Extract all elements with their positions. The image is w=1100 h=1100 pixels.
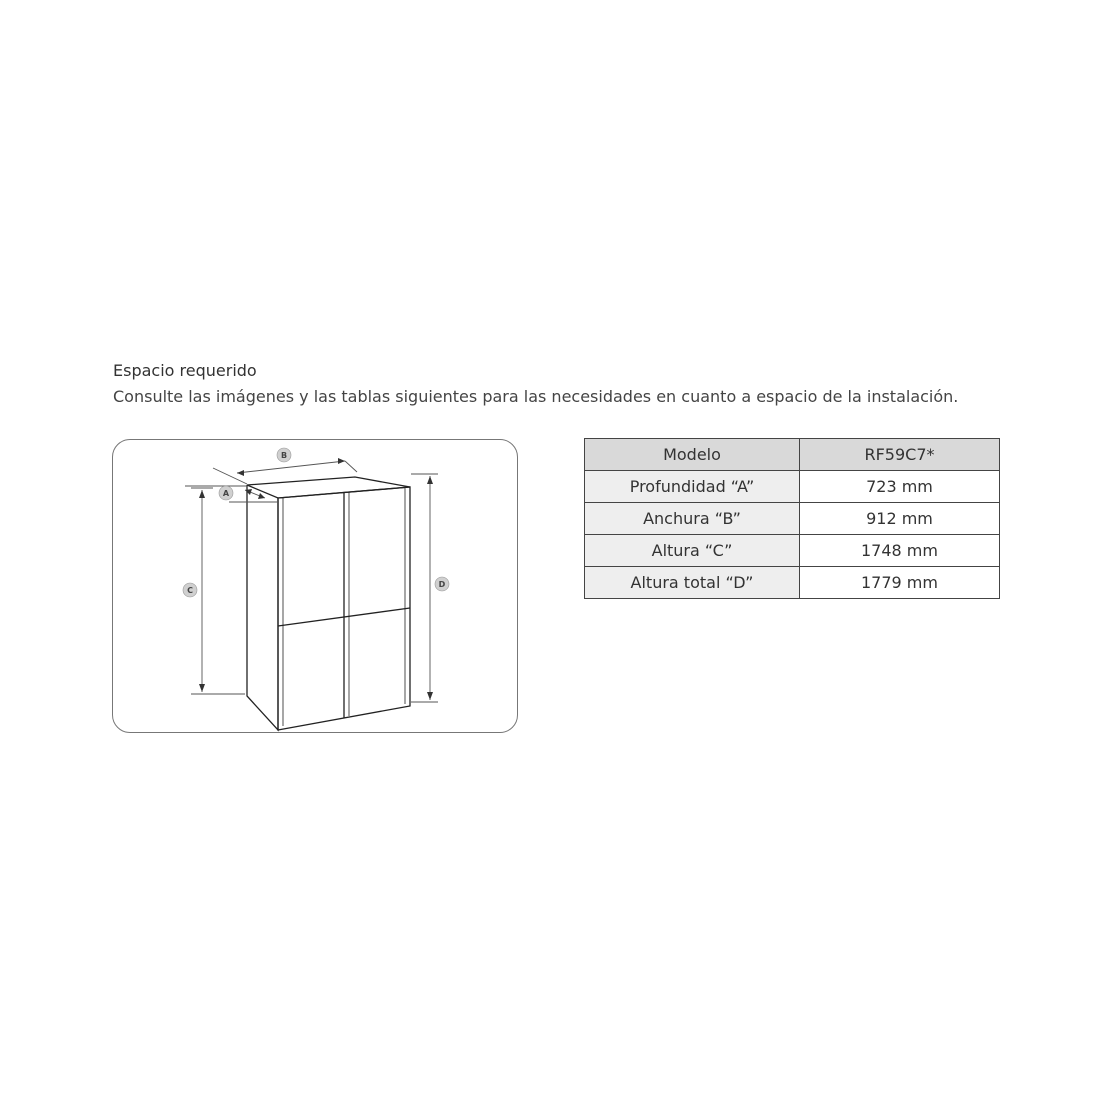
header-value-cell: RF59C7*	[800, 439, 1000, 471]
row-label-cell: Altura total “D”	[585, 567, 800, 599]
table-row	[585, 567, 1000, 599]
row-value-cell: 1748 mm	[800, 535, 1000, 567]
svg-text:A: A	[222, 489, 230, 498]
row-value-cell: 1779 mm	[800, 567, 1000, 599]
dimensions-table	[584, 438, 1000, 599]
header-label-cell: Modelo	[585, 439, 800, 471]
row-label-cell: Profundidad “A”	[585, 471, 800, 503]
label-a-badge	[219, 486, 233, 500]
table-row	[585, 503, 1000, 535]
table-header-row	[585, 439, 1000, 471]
fridge-side	[247, 485, 278, 730]
row-value-cell: 723 mm	[800, 471, 1000, 503]
section-description: Consulte las imágenes y las tablas siguientes para las necesidades en cuanto a espacio de la instalación.	[113, 387, 959, 406]
label-c-badge	[183, 583, 197, 597]
table-row	[585, 535, 1000, 567]
fridge-top	[247, 477, 410, 498]
label-b-badge	[277, 448, 291, 462]
svg-text:D: D	[438, 580, 446, 589]
svg-text:B: B	[280, 451, 288, 460]
section-title: Espacio requerido	[113, 361, 257, 380]
row-label-cell: Altura “C”	[585, 535, 800, 567]
table-row	[585, 471, 1000, 503]
svg-text:C: C	[187, 586, 193, 595]
fridge-drawing	[113, 440, 519, 734]
row-label-cell: Anchura “B”	[585, 503, 800, 535]
row-value-cell: 912 mm	[800, 503, 1000, 535]
fridge-dimensions-diagram	[112, 439, 518, 733]
label-d-badge	[435, 577, 449, 591]
dimension-b-line	[237, 461, 345, 473]
